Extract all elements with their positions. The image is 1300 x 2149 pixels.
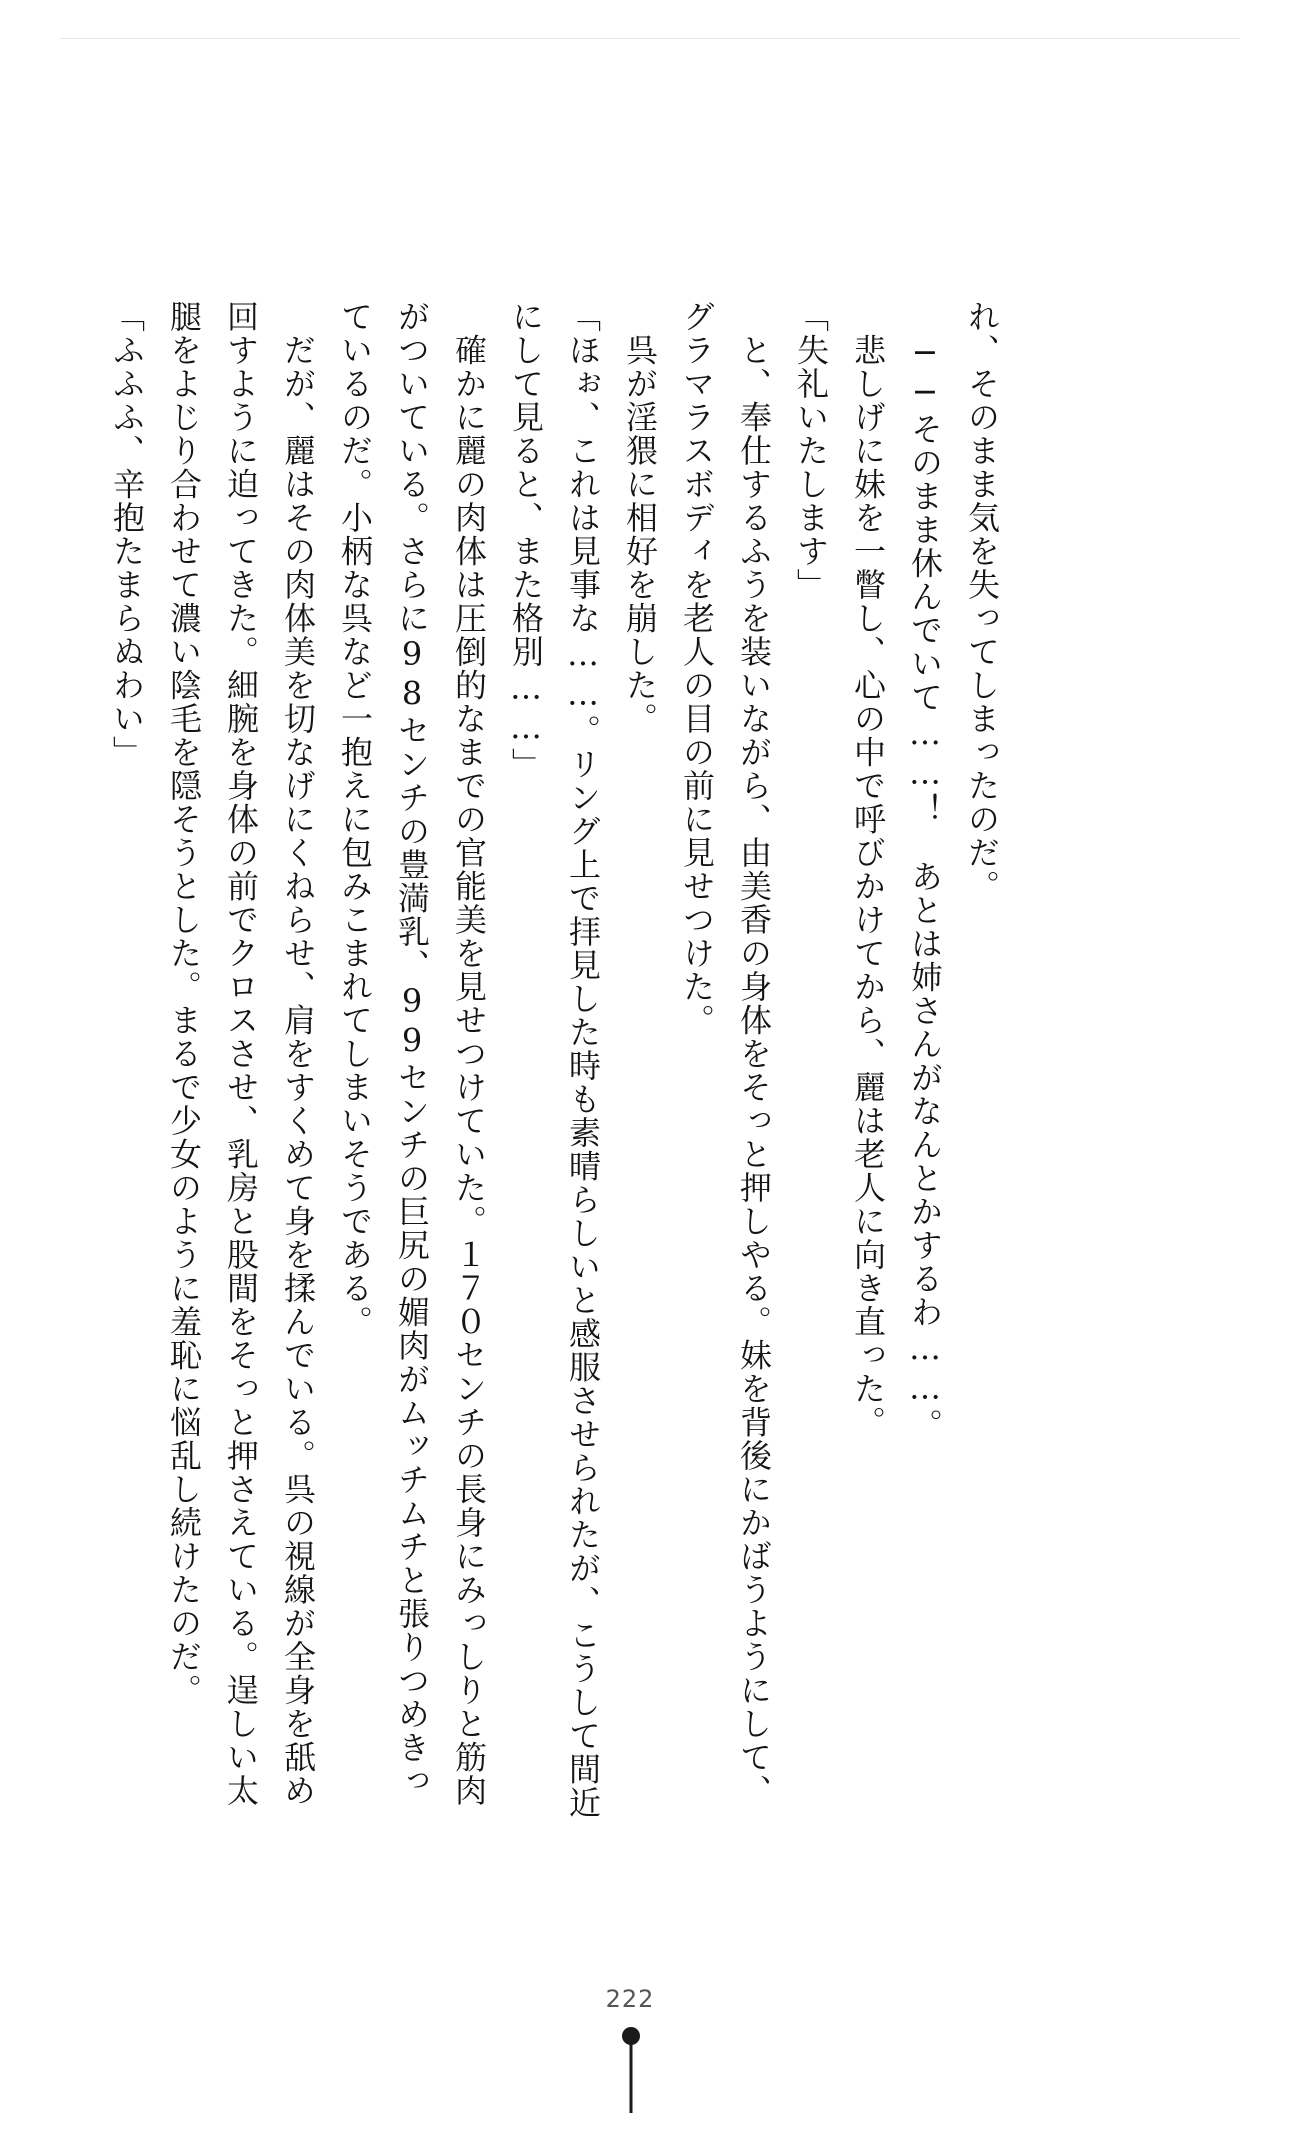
paragraph-2: ──そのまま休んでいて……！ あとは姉さんがなんとかするわ……。 xyxy=(906,300,944,1442)
paragraph-5: と、奉仕するふうを装いながら、由美香の身体をそっと押しやる。妹を背後にかばうようにして、グラマラスボディを老人の目の前に見せつけた。 xyxy=(678,300,773,1808)
paragraph-6: 呉が淫猥に相好を崩した。 xyxy=(621,300,659,736)
scan-edge-line xyxy=(60,38,1240,39)
paragraph-7: 「ほぉ、これは見事な……。リング上で拝見した時も素晴らしいと感服させられたが、こうして間近にして見ると、また格別……」 xyxy=(507,300,602,1820)
paragraph-9: だが、麗はその肉体美を切なげにくねらせ、肩をすくめて身を揉んでいる。呉の視線が全身を舐め回すように迫ってきた。細腕を身体の前でクロスさせ、乳房と股間をそっと押さえている。逞しい太腿をよじり合わせて濃い陰毛を隠そうとした。まるで少女のように羞恥に悩乱し続けたのだ。 xyxy=(165,300,317,1808)
vertical-text-body xyxy=(108,300,1010,1820)
paragraph-3: 悲しげに妹を一瞥し、心の中で呼びかけてから、麗は老人に向き直った。 xyxy=(849,300,887,1439)
bookmark-ribbon-icon xyxy=(620,2025,642,2115)
paragraph-10: 「ふふふ、辛抱たまらぬわい」 xyxy=(108,300,146,769)
page-number: 222 xyxy=(605,1985,655,2013)
paragraph-1: れ、そのまま気を失ってしまったのだ。 xyxy=(963,300,1001,903)
paragraph-8: 確かに麗の肉体は圧倒的なまでの官能美を見せつけていた。１７０センチの長身にみっしりと筋肉がついている。さらに98センチの豊満乳、99センチの巨尻の媚肉がムッチムチと張りつめきっているのだ。小柄な呉など一抱えに包みこまれてしまいそうである。 xyxy=(336,300,488,1808)
paragraph-4: 「失礼いたします」 xyxy=(792,300,830,602)
